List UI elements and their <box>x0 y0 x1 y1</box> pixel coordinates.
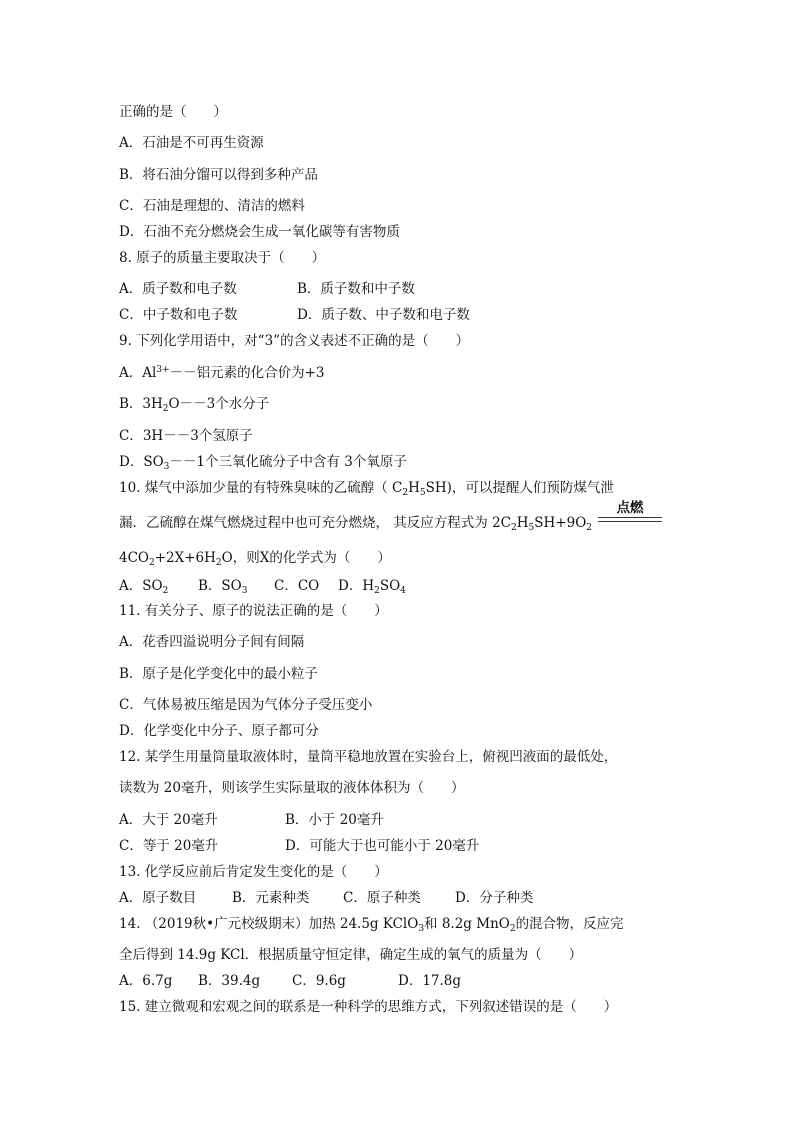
q10-line3-sub: 2 <box>215 558 222 568</box>
q10-line1-text: H <box>408 480 420 496</box>
question-10-line-3 <box>119 549 391 567</box>
q9b-text: B．3H <box>119 396 163 412</box>
q11-option-c: C．气体易被压缩是因为气体分子受压变小 <box>119 697 373 713</box>
q9d-text-tail: －－1个三氧化硫分子中含有 3个氧原子 <box>169 454 407 470</box>
question-14-line-2: 全后得到 14.9g KCl．根据质量守恒定律，确定生成的氧气的质量为（ ） <box>119 947 583 963</box>
q13-option-d: D．分子种类 <box>455 890 534 906</box>
q10-line3-text: 4CO <box>119 550 149 566</box>
q10-line2-sub: 2 <box>586 523 592 533</box>
q13-option-c: C．原子种类 <box>343 890 421 906</box>
question-7-stem-tail: 正确的是（ ） <box>119 104 227 120</box>
q9b-subscript: 2 <box>162 404 169 414</box>
q10-line1-sub: 5 <box>419 488 426 498</box>
q10-option-d <box>338 577 406 595</box>
q10-line2-text: 漏．乙硫醇在煤气燃烧过程中也可充分燃烧， 其反应方程式为 2C <box>119 515 512 531</box>
question-14-line-1 <box>119 915 624 933</box>
q8-option-d: D．质子数、中子数和电子数 <box>297 307 470 323</box>
q14-option-c: C．9.6g <box>292 973 346 989</box>
question-8-stem: 8. 原子的质量主要取决于（ ） <box>119 250 326 266</box>
q9-option-b <box>119 395 269 413</box>
q14-option-d: D．17.8g <box>398 973 462 989</box>
question-11-stem: 11. 有关分子、原子的说法正确的是（ ） <box>119 603 388 619</box>
q14-line1-text: 14. （2019秋•广元校级期末）加热 24.5g KClO <box>119 916 419 932</box>
q9d-text: D．SO <box>119 454 164 470</box>
equation-bar-bottom <box>598 521 662 522</box>
q10-option-c: C．CO <box>274 578 320 594</box>
q14-line1-sub: 3 <box>418 924 425 934</box>
q10-line2-sub: 5 <box>528 523 535 533</box>
q9a-text-tail: －－铝元素的化合价为+3 <box>169 365 325 381</box>
question-12-line-2: 读数为 20毫升，则该学生实际量取的液体体积为（ ） <box>119 780 465 796</box>
q14-option-a: A．6.7g <box>119 973 173 989</box>
q8-option-c: C．中子数和电子数 <box>119 307 238 323</box>
q8-option-b: B．质子数和中子数 <box>297 281 415 297</box>
q11-option-a: A．花香四溢说明分子间有间隔 <box>119 634 305 650</box>
q10-option-a <box>119 577 168 595</box>
q10-line2-text: SH+9O <box>534 515 587 531</box>
question-10-line-1 <box>119 479 614 497</box>
q9-option-d <box>119 453 407 471</box>
q10a-text: A．SO <box>119 578 163 594</box>
q10-line1-sub: 2 <box>402 488 409 498</box>
question-13-stem: 13. 化学反应前后肯定发生变化的是（ ） <box>119 864 388 880</box>
q10-option-b <box>198 577 247 595</box>
q9-option-c: C．3H－－3个氢原子 <box>119 428 253 444</box>
reaction-condition-label: 点燃 <box>616 500 644 516</box>
q10d-sub: 2 <box>374 586 380 596</box>
q10-line3-text: O，则X的化学式为（ ） <box>221 550 391 566</box>
q10-line2-sub: 2 <box>511 523 517 533</box>
q12-option-a: A．大于 20毫升 <box>119 812 218 828</box>
q8-option-a: A．质子数和电子数 <box>119 281 237 297</box>
question-10-line-2 <box>119 514 592 532</box>
q7-option-d: D．石油不充分燃烧会生成一氧化碳等有害物质 <box>119 224 400 240</box>
question-15-stem: 15. 建立微观和宏观之间的联系是一种科学的思维方式，下列叙述错误的是（ ） <box>119 999 618 1015</box>
q10d-text: SO <box>379 578 401 594</box>
q7-option-a: A．石油是不可再生资源 <box>119 135 264 151</box>
q13-option-b: B．元素种类 <box>232 890 310 906</box>
q12-option-b: B．小于 20毫升 <box>285 812 384 828</box>
q7-option-b: B．将石油分馏可以得到多种产品 <box>119 167 318 183</box>
q14-line1-text: 的混合物，反应完 <box>515 916 624 932</box>
question-12-line-1: 12. 某学生用量筒量取液体时，量筒平稳地放置在实验台上，俯视凹液面的最低处， <box>119 749 618 765</box>
q7-option-c: C．石油是理想的、清洁的燃料 <box>119 198 305 214</box>
q9a-superscript: 3+ <box>156 365 170 375</box>
q9-option-a <box>119 364 325 382</box>
q10b-sub: 3 <box>241 586 248 596</box>
q9d-subscript: 3 <box>163 462 170 472</box>
equation-bar-top <box>598 517 662 518</box>
q10a-sub: 2 <box>162 586 169 596</box>
q14-option-b: B．39.4g <box>198 973 261 989</box>
q10d-sub: 4 <box>400 586 406 596</box>
q12-option-c: C．等于 20毫升 <box>119 838 219 854</box>
question-9-stem: 9. 下列化学用语中，对“3”的含义表述不正确的是（ ） <box>119 333 470 349</box>
q14-line1-text: 和 8.2g MnO <box>424 916 510 932</box>
q11-option-b: B．原子是化学变化中的最小粒子 <box>119 666 318 682</box>
q10b-text: B．SO <box>198 578 242 594</box>
q12-option-d: D．可能大于也可能小于 20毫升 <box>285 838 480 854</box>
q10-line1-text: SH)，可以提醒人们预防煤气泄 <box>425 480 614 496</box>
q10-line1-text: 10. 煤气中添加少量的有特殊臭味的乙硫醇（ C <box>119 480 403 496</box>
q10d-text: D．H <box>338 578 375 594</box>
q9a-text: A．Al <box>119 365 157 381</box>
q11-option-d: D．化学变化中分子、原子都可分 <box>119 723 319 739</box>
q10-line3-sub: 2 <box>149 558 155 568</box>
q14-line1-sub: 2 <box>509 924 516 934</box>
q13-option-a: A．原子数目 <box>119 890 197 906</box>
q9b-text-tail: O－－3个水分子 <box>168 396 270 412</box>
q10-line2-text: H <box>516 515 529 531</box>
q10-line3-text: +2X+6H <box>154 550 216 566</box>
